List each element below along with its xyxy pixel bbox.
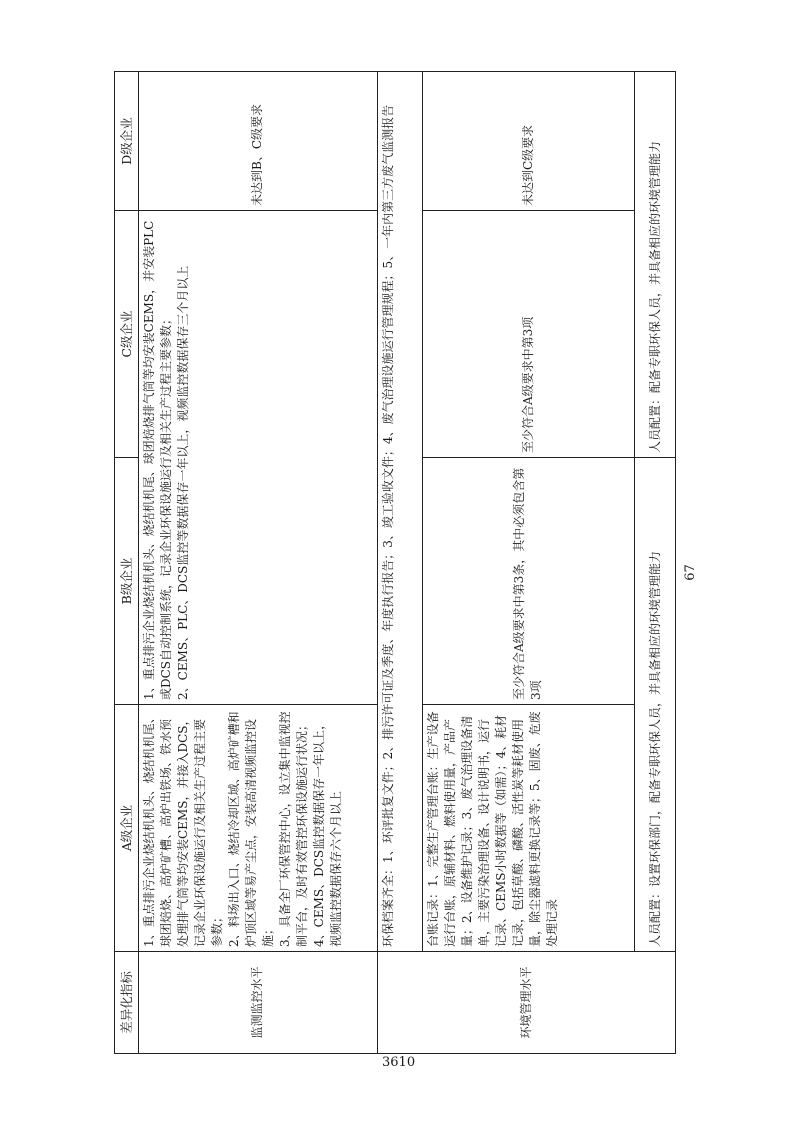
monitoring-a-item: 3、具备全厂环保管控中心，设立集中监视控制平台，及时有效管控环保设施运行状况；	[277, 711, 309, 947]
enterprise-grading-table	[114, 71, 676, 1054]
monitoring-a-item: 2、料场出入口、烧结冷却区域、高炉矿槽和炉顶区域等易产尘点，安装高清视频监控设施；	[226, 711, 275, 947]
monitoring-bc-item: 2、CEMS、PLC、DCS监控等数据保存一年以上，视频监控数据保存三个月以上	[175, 265, 190, 700]
table-header-row	[115, 72, 139, 1054]
page-number-bottom: 3610	[382, 1055, 416, 1070]
header-grade-a: A级企业	[115, 705, 139, 952]
monitoring-a-item: 4、CEMS、DCS监控数据保存一年以上，视频监控数据保存六个月以上	[311, 717, 343, 947]
indicator-management: 环境管理水平	[377, 952, 675, 1054]
header-grade-d: D级企业	[115, 72, 139, 211]
ledger-grade-d: 未达到C级要求	[422, 72, 635, 211]
monitoring-bc-item: 1、重点排污企业烧结机机头、烧结机机尾、球团焙烧排气筒等均安装CEMS，并安装PLC或DCS自动控制系统，记录企业环保设施运行及相关生产过程主要参数；	[141, 220, 173, 700]
monitoring-grade-bc	[138, 211, 377, 705]
ledger-grade-c: 至少符合A级要求中第3项	[422, 211, 635, 458]
header-grade-c: C级企业	[115, 211, 139, 458]
archives-cell: 环保档案齐全：1、环评批复文件；2、排污许可证及季度、年度执行报告；3、竣工验收文件；4、废气治理设施运行管理规程；5、一年内第三方废气监测报告	[377, 72, 422, 952]
monitoring-row	[138, 72, 377, 1054]
header-indicator: 差异化指标	[115, 952, 139, 1054]
archives-row	[377, 72, 422, 1054]
monitoring-a-item: 1、重点排污企业烧结机机头、烧结机机尾、球团焙烧、高炉矿槽、高炉出铁场、铁水预处理排气筒等均安装CEMS，并接入DCS，记录企业环保设施运行及相关生产过程主要参数；	[141, 711, 224, 947]
ledger-row	[422, 72, 635, 1054]
monitoring-grade-a	[138, 705, 377, 952]
header-grade-b: B级企业	[115, 458, 139, 705]
monitoring-grade-d: 未达到B、C级要求	[138, 72, 377, 211]
personnel-row	[635, 72, 676, 1054]
page-number-side: 67	[682, 564, 698, 581]
personnel-grade-bc: 人员配置：配备专职环保人员，并具备相应的环境管理能力	[635, 72, 676, 458]
rotated-table-wrapper	[114, 72, 676, 1054]
ledger-grade-b: 至少符合A级要求中第3条，其中必须包含第3项	[422, 458, 635, 705]
personnel-grade-a: 人员配置：设置环保部门，配备专职环保人员，并具备相应的环境管理能力	[635, 458, 676, 952]
ledger-grade-a: 台账记录：1、完整生产管理台账：生产设备运行台账，原辅材料、燃料使用量，产品产量；2、设备维护记录；3、废气治理设备清单，主要污染治理设备、设计说明书，运行记录、CEMS小时数据等（如需）；4、耗材记录，包括草酸、磷酸、活性炭等耗材使用量，除尘器滤料更换记录等；5、固废、危废处理记录	[422, 705, 635, 952]
indicator-monitoring: 监测监控水平	[138, 952, 377, 1054]
